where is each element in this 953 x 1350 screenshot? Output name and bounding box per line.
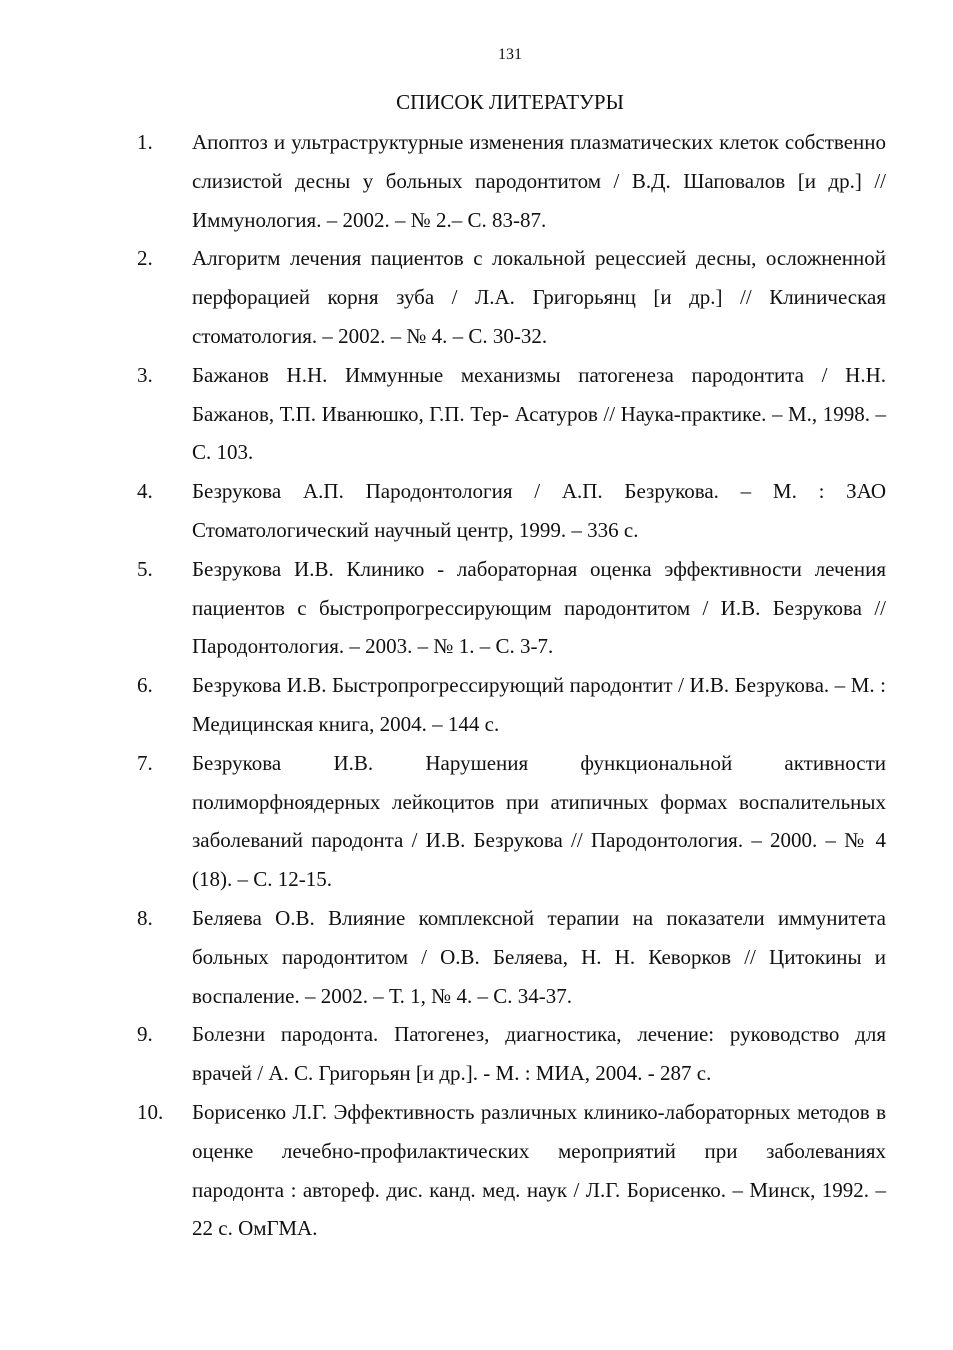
reference-item bbox=[0, 666, 886, 744]
reference-list bbox=[0, 123, 953, 1248]
reference-item bbox=[0, 123, 886, 239]
reference-text: Борисенко Л.Г. Эффективность различных клинико-лабораторных методов в оценке лечебно-профилактических мероприятий при заболеваниях пародонта : автореф. дис. канд. мед. наук / Л.Г. Борисенко. – Минск, 1992. – 22 с. ОмГМА. bbox=[192, 1099, 886, 1241]
page-title: СПИСОК ЛИТЕРАТУРЫ bbox=[396, 90, 624, 114]
reference-number: 8. bbox=[137, 905, 153, 930]
reference-text: Безрукова А.П. Пародонтология / А.П. Безрукова. – М. : ЗАО Стоматологический научный центр, 1999. – 336 с. bbox=[192, 479, 886, 542]
reference-number: 10. bbox=[137, 1099, 164, 1124]
reference-item bbox=[0, 1015, 886, 1093]
reference-number: 2. bbox=[137, 246, 153, 271]
reference-item bbox=[0, 744, 886, 899]
page-number: 131 bbox=[498, 46, 522, 63]
reference-number: 7. bbox=[137, 750, 153, 775]
reference-item bbox=[0, 239, 886, 355]
reference-text: Беляева О.В. Влияние комплексной терапии на показатели иммунитета больных пародонтитом / О.В. Беляева, Н. Н. Кеворков // Цитокины и воспаление. – 2002. – Т. 1, № 4. – С. 34-37. bbox=[192, 905, 886, 1008]
reference-number: 1. bbox=[137, 130, 153, 154]
reference-item bbox=[0, 1093, 886, 1248]
reference-number: 3. bbox=[137, 362, 153, 387]
reference-number: 5. bbox=[137, 556, 153, 581]
reference-item bbox=[0, 550, 886, 666]
reference-text: Болезни пародонта. Патогенез, диагностика, лечение: руководство для врачей / А. С. Григорьян [и др.]. - М. : МИА, 2004. - 287 с. bbox=[192, 1022, 886, 1086]
reference-text: Бажанов Н.Н. Иммунные механизмы патогенеза пародонтита / Н.Н. Бажанов, Т.П. Иванюшко, Г.П. Тер- Асатуров // Наука-практике. – М., 1998. – С. 103. bbox=[192, 362, 886, 465]
reference-number: 6. bbox=[137, 673, 153, 698]
reference-text: Безрукова И.В. Нарушения функциональной активности полиморфноядерных лейкоцитов при атипичных формах воспалительных заболеваний пародонта / И.В. Безрукова // Пародонтология. – 2000. – № 4 (18). – С. 12-15. bbox=[192, 750, 886, 892]
reference-item bbox=[0, 472, 886, 550]
reference-text: Безрукова И.В. Клинико - лабораторная оценка эффективности лечения пациентов с быстропрогрессирующим пародонтитом / И.В. Безрукова // Пародонтология. – 2003. – № 1. – С. 3-7. bbox=[192, 556, 886, 659]
reference-number: 9. bbox=[137, 1022, 153, 1047]
reference-item bbox=[0, 356, 886, 472]
reference-item bbox=[0, 899, 886, 1015]
reference-number: 4. bbox=[137, 479, 153, 504]
reference-text: Апоптоз и ультраструктурные изменения плазматических клеток собственно слизистой десны у больных пародонтитом / В.Д. Шаповалов [и др.] // Иммунология. – 2002. – № 2.– С. 83-87. bbox=[192, 130, 886, 232]
reference-text: Безрукова И.В. Быстропрогрессирующий пародонтит / И.В. Безрукова. – М. : Медицинская книга, 2004. – 144 с. bbox=[192, 673, 886, 736]
reference-text: Алгоритм лечения пациентов с локальной рецессией десны, осложненной перфорацией корня зуба / Л.А. Григорьянц [и др.] // Клиническая стоматология. – 2002. – № 4. – С. 30-32. bbox=[192, 246, 886, 348]
